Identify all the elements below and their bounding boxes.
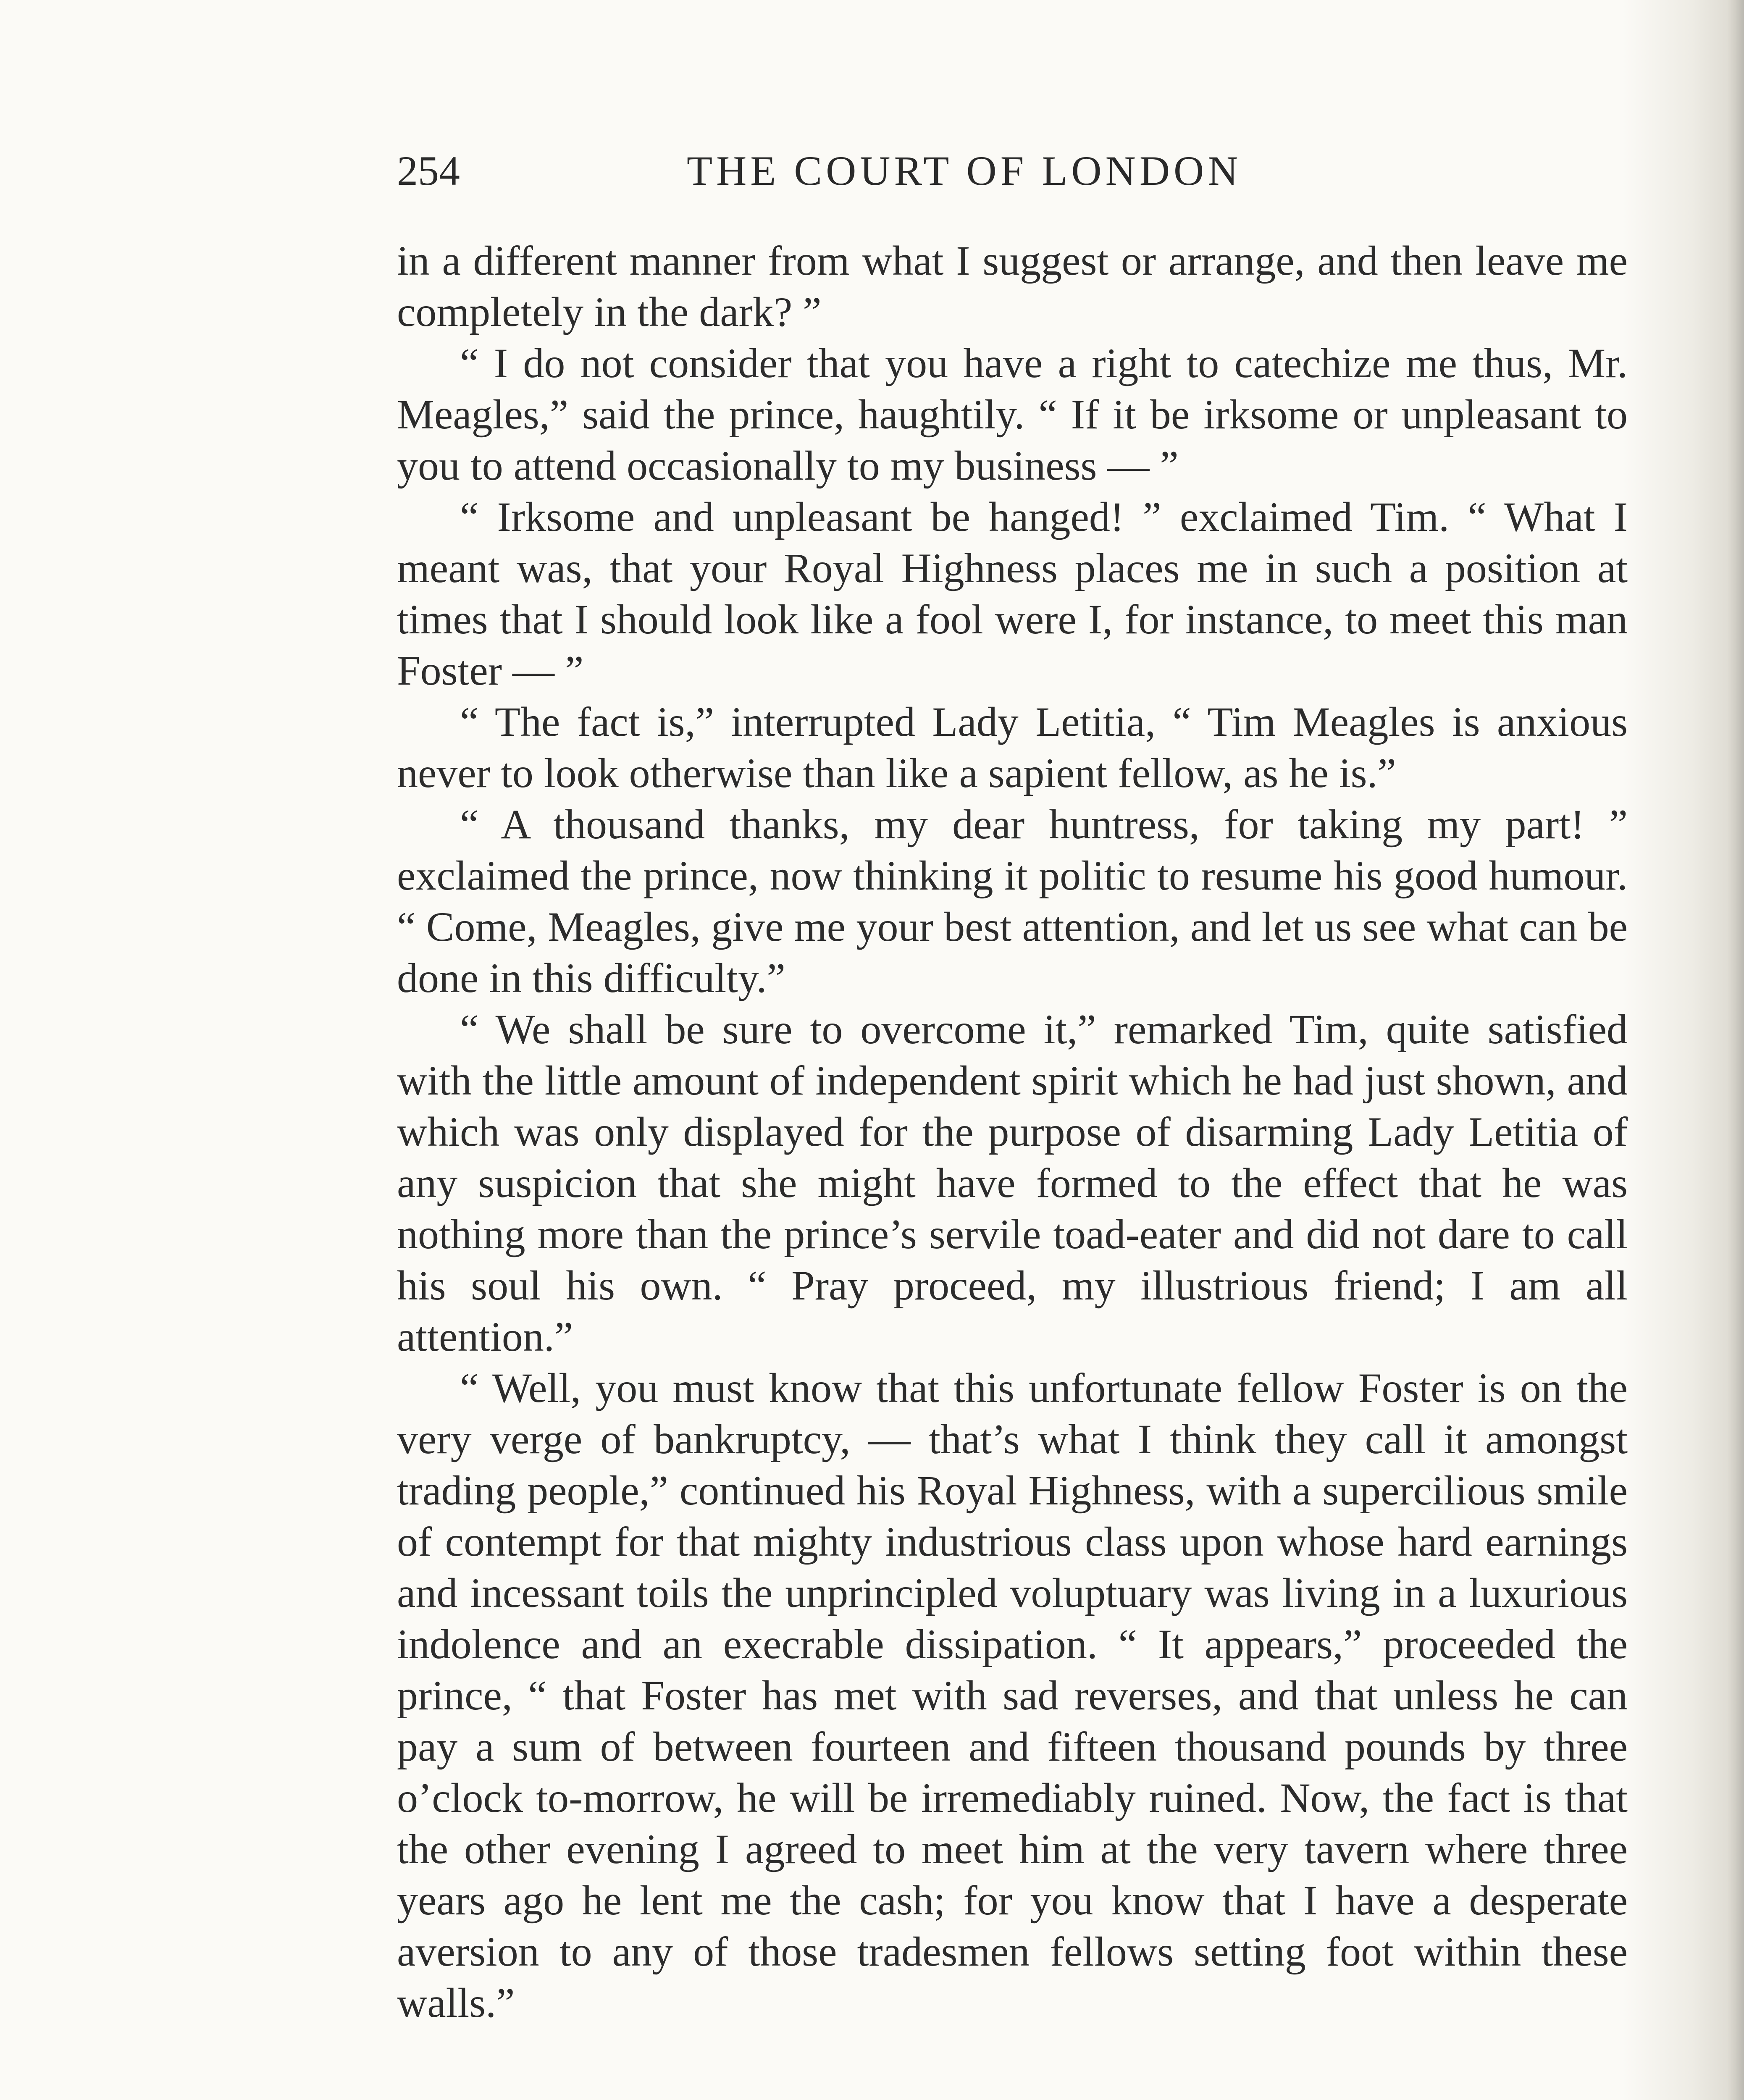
paragraph: “ The fact is,” interrupted Lady Letitia, “ Tim Meagles is anxious never to look otherwise than like a sapient fellow, as he is.” [397,698,1628,796]
paragraph: in a different manner from what I suggest or arrange, and then leave me completely in the dark? ” [397,237,1628,335]
page-number: 254 [397,147,460,194]
body-text [397,235,1628,2029]
page-edge-shadow [1727,0,1744,2100]
page-header [397,143,1632,206]
paragraph: “ Well, you must know that this unfortunate fellow Foster is on the very verge of bankruptcy, — that’s what I think they call it amongst trading people,” continued his Royal Highness, with a supercilious smile of contempt for that mighty industrious class upon whose hard earnings and incessant toils the unprincipled voluptuary was living in a luxurious indolence and an execrable dissipation. “ It appears,” proceeded the prince, “ that Foster has met with sad reverses, and that unless he can pay a sum of between fourteen and fifteen thousand pounds by three o’clock to-morrow, he will be irremediably ruined. Now, the fact is that the other evening I agreed to meet him at the very tavern where three years ago he lent me the cash; for you know that I have a desperate aversion to any of those tradesmen fellows setting foot within these walls.” [397,1365,1628,2026]
paragraph: “ Irksome and unpleasant be hanged! ” exclaimed Tim. “ What I meant was, that your Royal Highness places me in such a position at times that I should look like a fool were I, for instance, to meet this man Foster — ” [397,494,1628,694]
paragraph: “ A thousand thanks, my dear huntress, for taking my part! ” exclaimed the prince, now thinking it politic to resume his good humour. “ Come, Meagles, give me your best attention, and let us see what can be done in this difficulty.” [397,801,1628,1001]
running-title: THE COURT OF LONDON [687,147,1242,194]
paragraph: “ We shall be sure to overcome it,” remarked Tim, quite satisfied with the little amount of independent spirit which he had just shown, and which was only displayed for the purpose of disarming Lady Letitia of any suspicion that she might have formed to the effect that he was nothing more than the prince’s servile toad-eater and did not dare to call his soul his own. “ Pray proceed, my illustrious friend; I am all attention.” [397,1006,1628,1360]
paragraph: “ I do not consider that you have a right to catechize me thus, Mr. Meagles,” said the prince, haughtily. “ If it be irksome or unpleasant to you to attend occasionally to my business — ” [397,340,1628,489]
